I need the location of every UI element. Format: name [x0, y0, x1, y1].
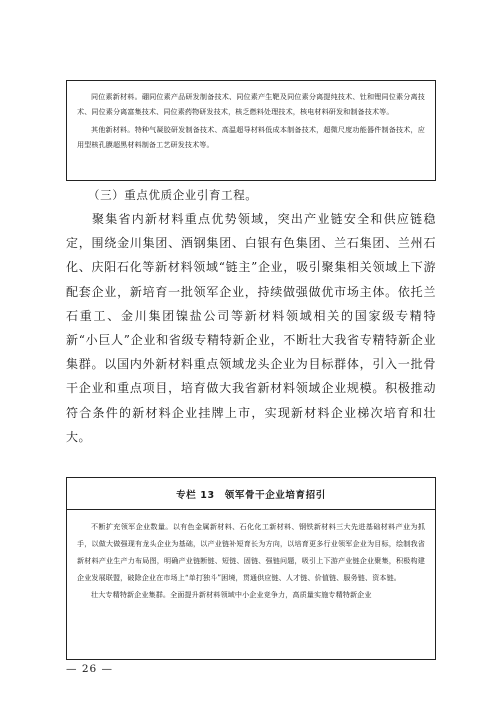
other-materials-paragraph: 其他新材料。特种气凝胶研发制备技术、高温超导材料低成本制备技术，超微尺度功能器件制备技术，应用型核孔膜超黑材料制备工艺研发技术等。: [77, 125, 425, 149]
column-box-title: 专栏 13 领军骨干企业培育招引: [67, 478, 435, 510]
tech-list-box: [66, 80, 436, 181]
column-box-body: [67, 510, 435, 603]
leading-enterprise-paragraph: 不断扩充领军企业数量。以有色金属新材料、石化化工新材料、钢铁新材料三大先进基础材料产业为抓手，以做大做强现有龙头企业为基础，以产业链补短育长为方向，以培育更多行业领军企业为目标，绘制我省新材料产业生产力布局图，明确产业链断链、短链、固链、强链问题，吸引上下游产业链企业聚集，积极构建企业发展联盟，破除企业在市场上“单打独斗”困境，贯通供应链、人才链、价值链、服务链、资本链。: [77, 522, 425, 582]
section-heading: （三）重点优质企业引育工程。: [88, 188, 258, 202]
isotope-materials-paragraph: 同位素新材料。硼同位素产品研发制备技术、同位素产生靶及同位素分离提纯技术、钍和锂同位素分离技术、同位素分离富集技术、同位素药物研发技术，核乏燃料处理技术，核电材料研发和制备技术等。: [77, 92, 425, 116]
section-body-paragraph: 聚集省内新材料重点优势领域，突出产业链安全和供应链稳定，围绕金川集团、酒钢集团、白银有色集团、兰石集团、兰州石化、庆阳石化等新材料领域“链主”企业，吸引聚集相关领域上下游配套企业，新培育一批领军企业，持续做强做优市场主体。依托兰石重工、金川集团镍盐公司等新材料领域相关的国家级专精特新“小巨人”企业和省级专精特新企业，不断壮大我省专精特新企业集群。以国内外新材料重点领域龙头企业为目标群体，引入一批骨干企业和重点项目，培育做大我省新材料领域企业规模。积极推动符合条件的新材料企业挂牌上市，实现新材料企业梯次培育和壮大。: [66, 212, 436, 444]
page-number: — 26 —: [66, 663, 114, 675]
specialized-enterprise-paragraph: 壮大专精特新企业集群。全面提升新材料领域中小企业竞争力，高质量实施专精特新企业: [91, 590, 372, 599]
column-box-13: [66, 477, 436, 660]
